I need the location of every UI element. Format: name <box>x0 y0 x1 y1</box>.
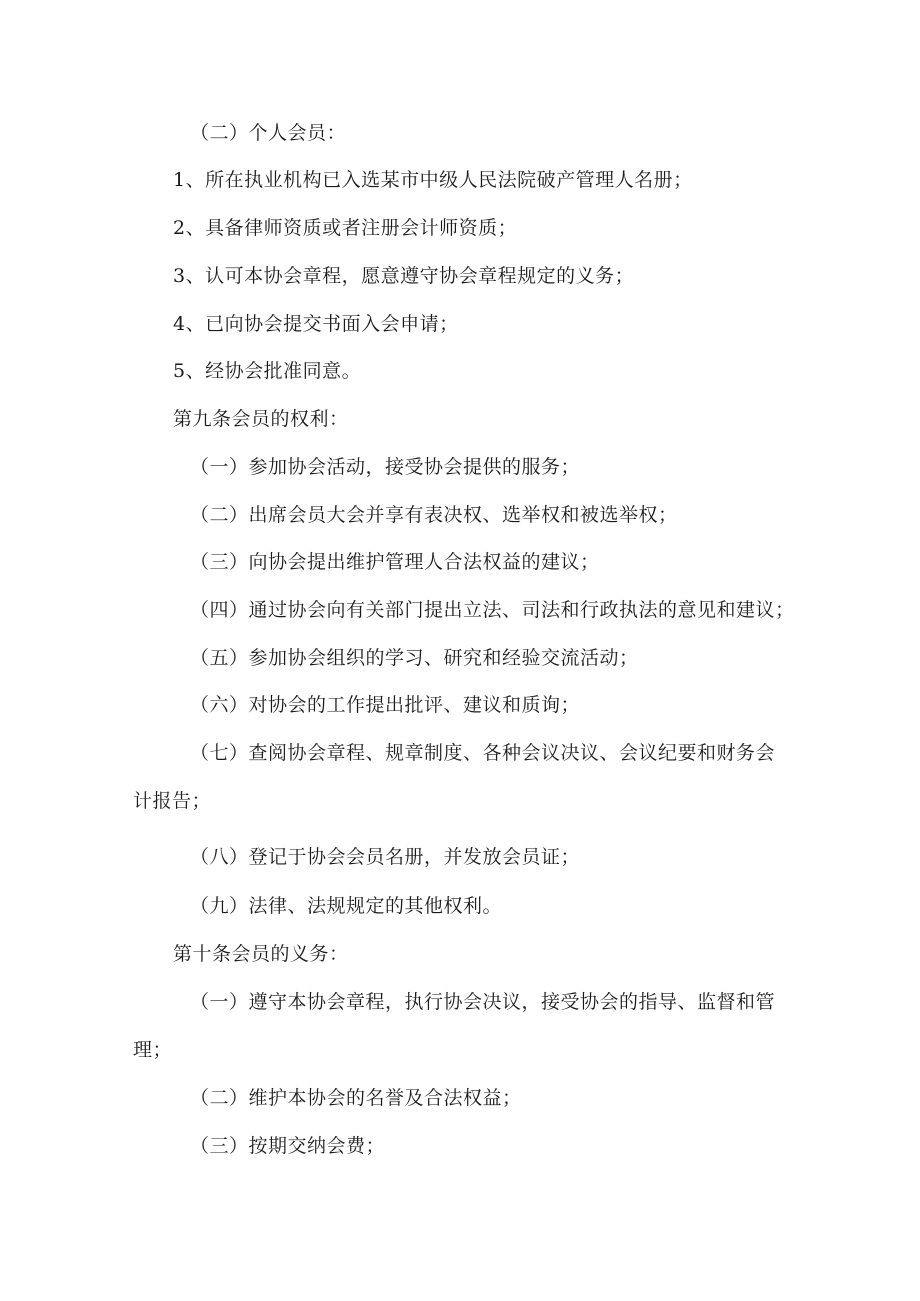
text-line: 3、认可本协会章程，愿意遵守协会章程规定的义务； <box>173 265 635 287</box>
text-line: （一）遵守本协会章程，执行协会决议，接受协会的指导、监督和管 <box>190 991 776 1013</box>
text-line: （二）个人会员： <box>190 122 347 144</box>
text-line: （三）向协会提出维护管理人合法权益的建议； <box>190 551 600 573</box>
text-line: （一）参加协会活动，接受协会提供的服务； <box>190 456 581 478</box>
text-line: （八）登记于协会会员名册，并发放会员证； <box>190 846 581 868</box>
text-line: 2、具备律师资质或者注册会计师资质； <box>173 217 518 239</box>
text-line: （六）对协会的工作提出批评、建议和质询； <box>190 694 581 716</box>
text-line: （四）通过协会向有关部门提出立法、司法和行政执法的意见和建议； <box>190 599 795 621</box>
text-line: 5、经协会批准同意。 <box>173 360 362 382</box>
text-line: 1、所在执业机构已入选某市中级人民法院破产管理人名册； <box>173 169 693 191</box>
text-line: 4、已向协会提交书面入会申请； <box>173 313 459 335</box>
text-line: 计报告； <box>133 790 212 812</box>
text-line: （九）法律、法规规定的其他权利。 <box>190 895 503 917</box>
text-line: （二）维护本协会的名誉及合法权益； <box>190 1087 522 1109</box>
text-line: 理； <box>133 1039 173 1061</box>
text-line: （二）出席会员大会并享有表决权、选举权和被选举权； <box>190 504 678 526</box>
text-line: （五）参加协会组织的学习、研究和经验交流活动； <box>190 647 639 669</box>
section-heading: 第九条会员的权利： <box>173 408 349 430</box>
section-heading: 第十条会员的义务： <box>173 943 349 965</box>
text-line: （七）查阅协会章程、规章制度、各种会议决议、会议纪要和财务会 <box>190 742 776 764</box>
text-line: （三）按期交纳会费； <box>190 1135 386 1157</box>
